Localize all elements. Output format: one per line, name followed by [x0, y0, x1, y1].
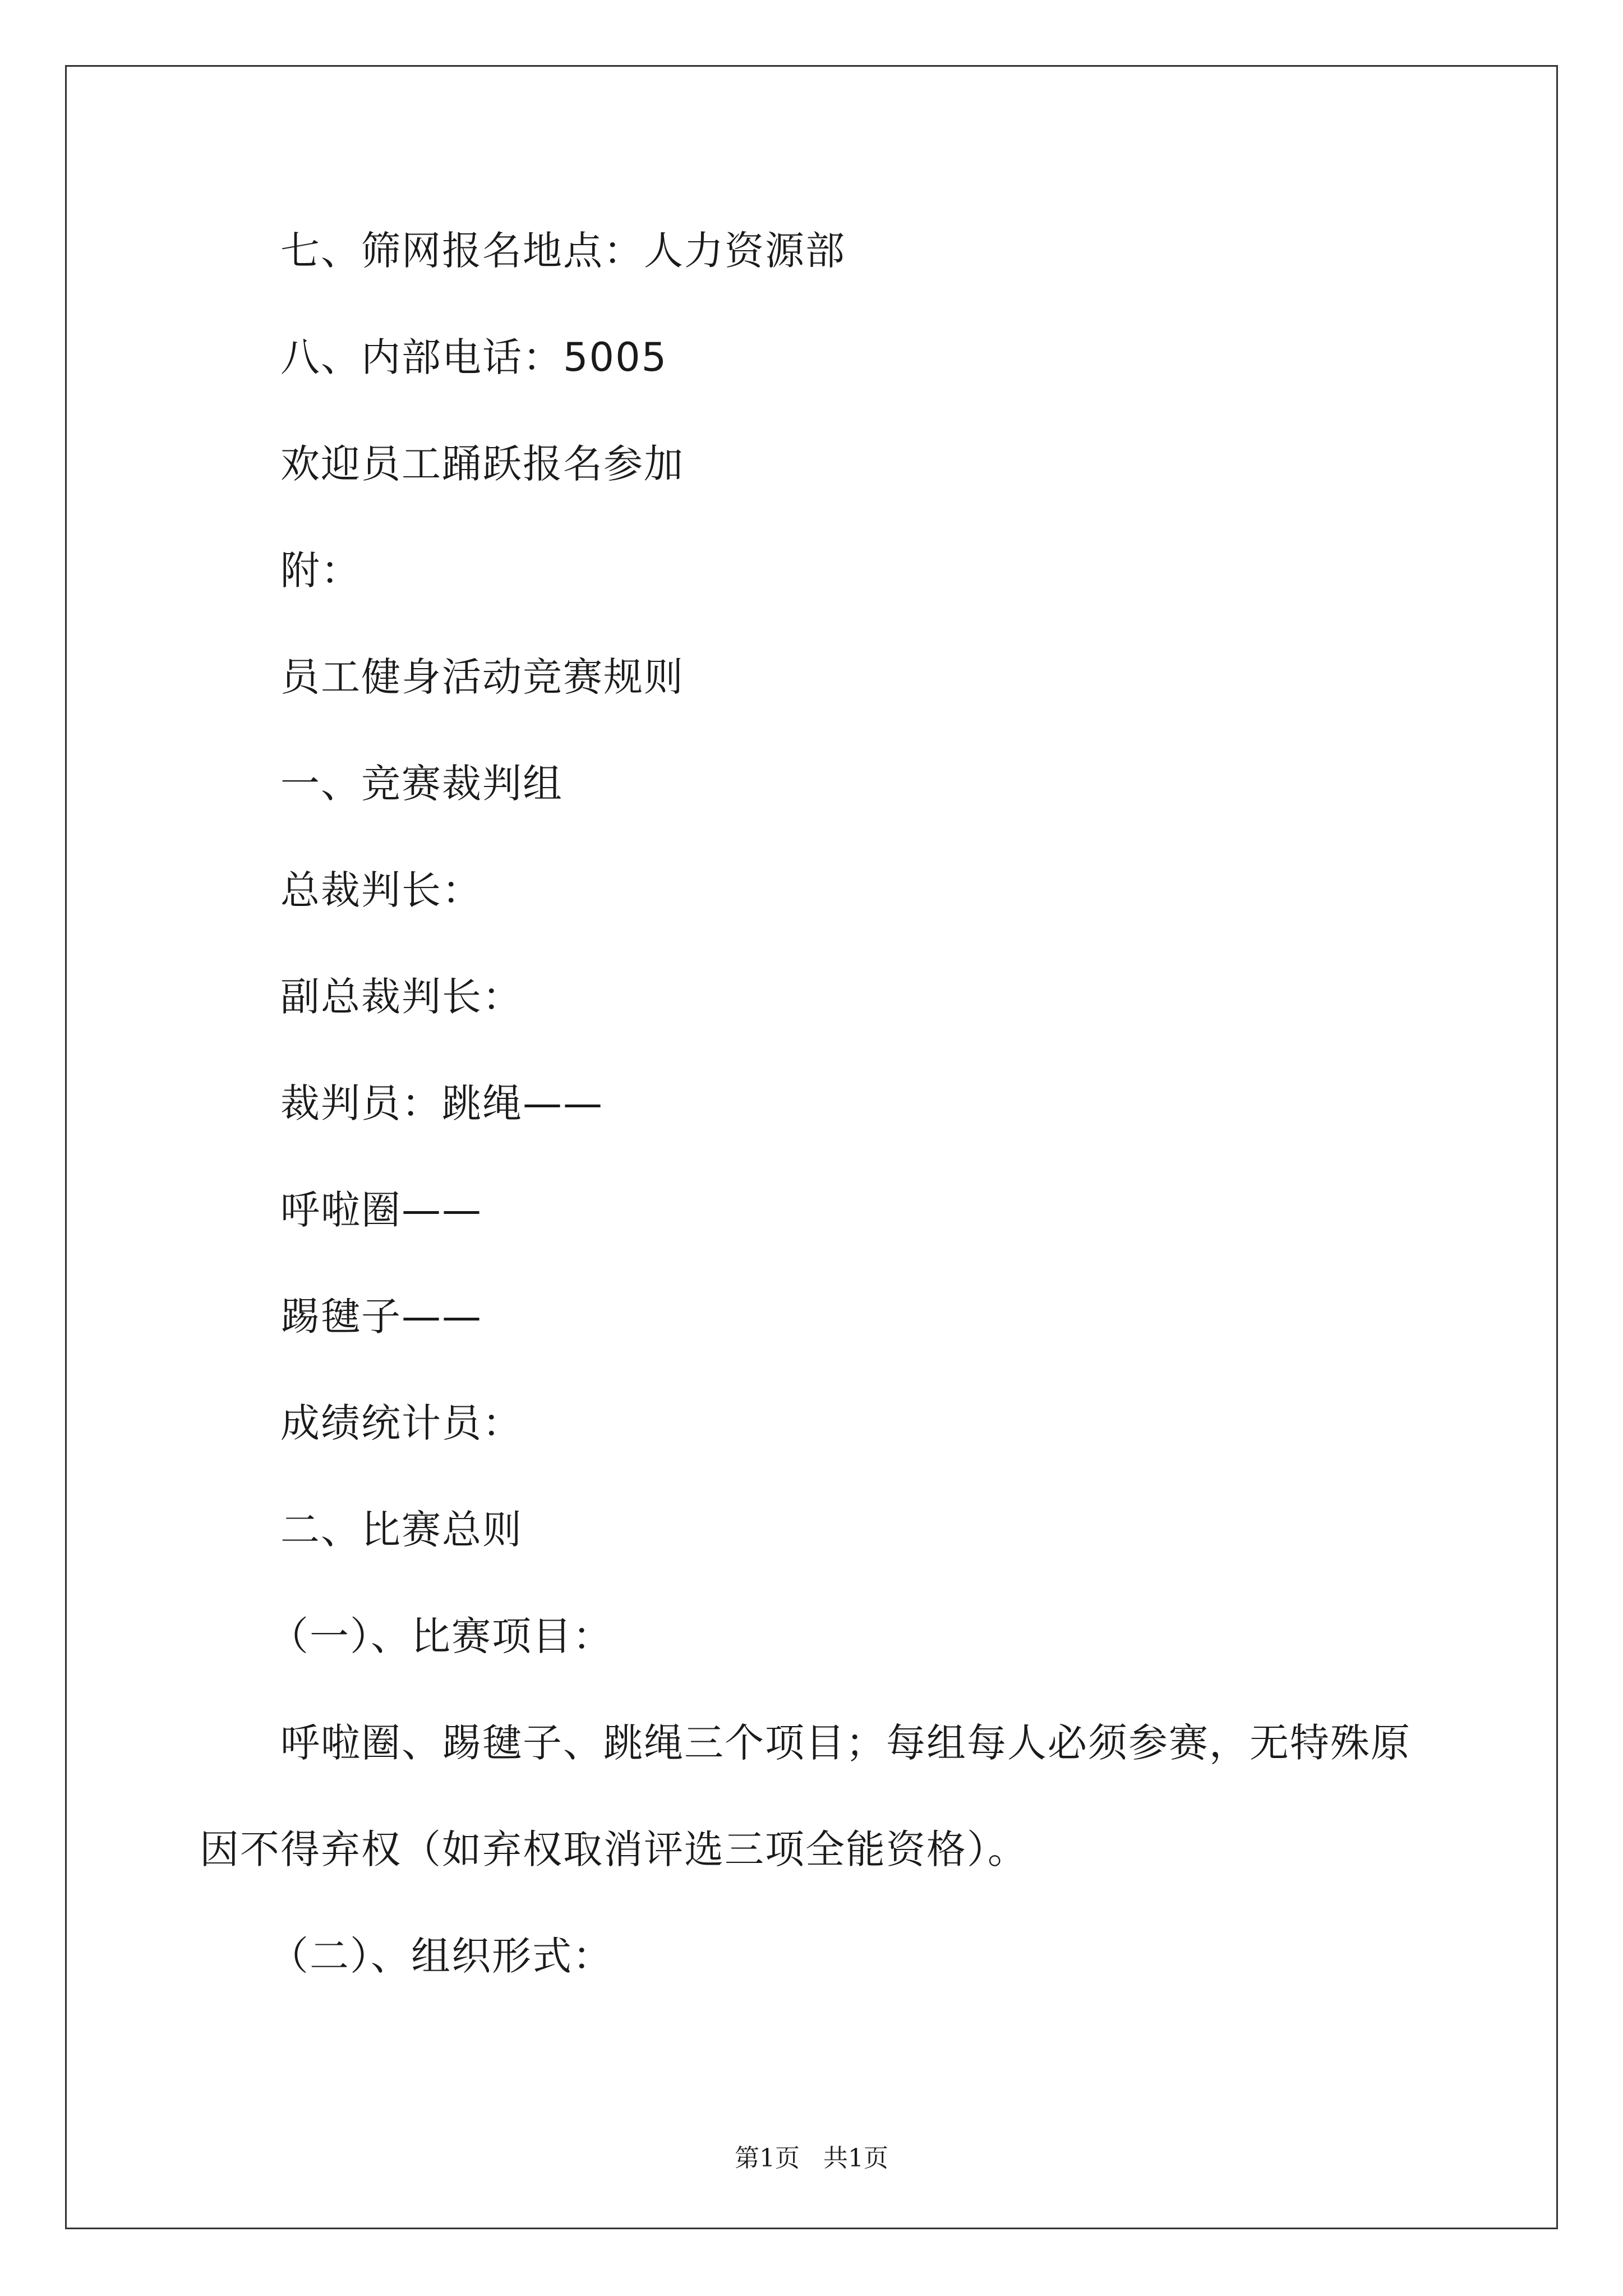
text-line: 附： — [280, 547, 361, 593]
subsection-heading: （二）、组织形式： — [269, 1933, 613, 1979]
paragraph-line: 呼啦圈、踢毽子、跳绳三个项目；每组每人必须参赛，无特殊原 — [280, 1720, 1411, 1766]
page-count: 共1页 — [823, 2144, 888, 2173]
text-line: 总裁判长： — [280, 867, 482, 913]
section-heading: 二、比赛总则 — [280, 1507, 523, 1553]
text-line: 裁判员：跳绳—— — [280, 1080, 603, 1126]
text-line: 七、筛网报名地点：人力资源部 — [280, 228, 846, 274]
text-line: 踢毽子—— — [280, 1294, 482, 1340]
section-heading: 一、竞赛裁判组 — [280, 761, 563, 807]
text-line: 员工健身活动竞赛规则 — [280, 654, 684, 700]
text-line: 欢迎员工踊跃报名参加 — [280, 441, 684, 487]
page-border — [65, 65, 1558, 2229]
text-line: 成绩统计员： — [280, 1400, 523, 1446]
text-line: 副总裁判长： — [280, 974, 523, 1020]
paragraph-line: 因不得弃权（如弃权取消评选三项全能资格）。 — [200, 1826, 1028, 1872]
page-number: 第1页 — [735, 2144, 800, 2173]
subsection-heading: （一）、比赛项目： — [269, 1613, 613, 1659]
text-line: 呼啦圈—— — [280, 1187, 482, 1233]
page-footer — [0, 2142, 1623, 2175]
text-line: 八、内部电话：5005 — [280, 334, 668, 380]
